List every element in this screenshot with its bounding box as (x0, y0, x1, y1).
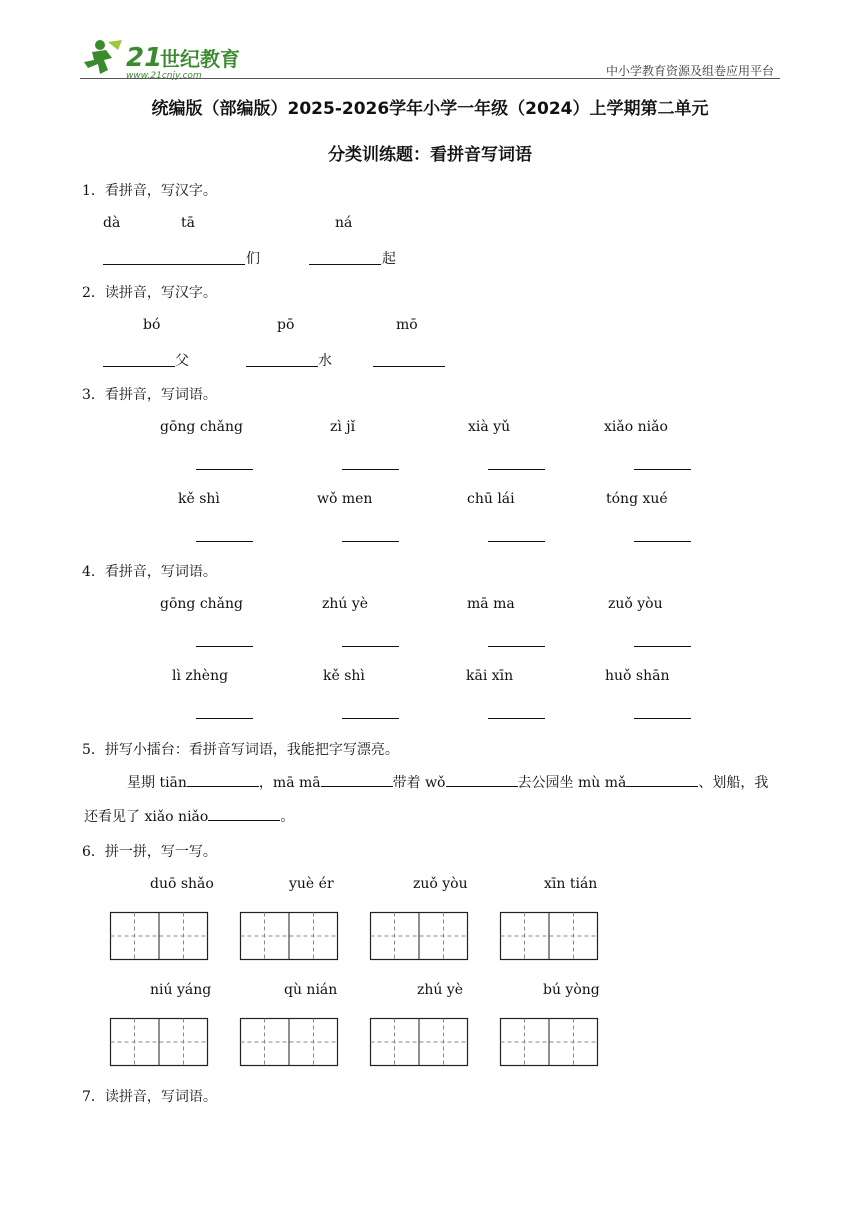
writing-grid[interactable] (371, 913, 468, 960)
pinyin-mo: mō (396, 317, 418, 333)
sentence-part: 、划船，我 (698, 775, 769, 791)
sentence-part: 带着 wǒ (392, 775, 446, 791)
pinyin-po: pō (277, 317, 295, 333)
question-4-label: 4．看拼音，写词语。 (82, 564, 217, 580)
pinyin-da: dà (103, 215, 121, 231)
sentence-part: 去公园坐 mù mǎ (517, 775, 627, 791)
pinyin-word: mā ma (467, 596, 515, 612)
pinyin-word: zuǒ yòu (608, 596, 663, 612)
sentence-part: 。 (280, 809, 295, 825)
pinyin-bo: bó (143, 317, 161, 333)
pinyin-word: lì zhèng (172, 668, 229, 684)
question-2-label: 2．读拼音，写汉字。 (82, 285, 217, 301)
pinyin-word: kě shì (323, 668, 365, 684)
suffix-char: 们 (246, 251, 260, 267)
sentence-part: 星期 tiān (127, 775, 187, 791)
suffix-char: 水 (318, 353, 332, 369)
pinyin-word: yuè ér (289, 876, 334, 892)
writing-grid[interactable] (241, 1019, 338, 1066)
question-1-label: 1．看拼音，写汉字。 (82, 183, 217, 199)
pinyin-word: kāi xīn (466, 668, 514, 684)
pinyin-ta: tā (181, 215, 195, 231)
svg-text:www.21cnjy.com: www.21cnjy.com (126, 71, 202, 81)
writing-grid[interactable] (501, 1019, 598, 1066)
pinyin-word: gōng chǎng (160, 419, 244, 435)
pinyin-word: duō shǎo (150, 876, 214, 892)
platform-name: 中小学教育资源及组卷应用平台 (605, 64, 774, 78)
pinyin-word: wǒ men (317, 491, 373, 507)
sentence-part: ，mā mā (258, 775, 321, 791)
pinyin-word: zhú yè (417, 982, 464, 998)
question-6-label: 6．拼一拼，写一写。 (82, 844, 217, 860)
pinyin-na: ná (335, 215, 353, 231)
question-5-label: 5．拼写小擂台：看拼音写词语，我能把字写漂亮。 (82, 742, 399, 758)
pinyin-word: xià yǔ (468, 419, 511, 435)
pinyin-word: xiǎo niǎo (604, 419, 668, 435)
sentence-part: 还看见了 xiǎo niǎo (84, 809, 209, 825)
logo-text: 世纪教育 (160, 47, 240, 71)
pinyin-word: gōng chǎng (160, 596, 244, 612)
pinyin-word: zuǒ yòu (413, 876, 468, 892)
pinyin-word: zhú yè (322, 596, 369, 612)
suffix-char: 父 (175, 353, 189, 369)
writing-grid[interactable] (501, 913, 598, 960)
pinyin-word: qù nián (284, 982, 338, 998)
writing-grid[interactable] (241, 913, 338, 960)
svg-text:21: 21 (126, 43, 163, 73)
pinyin-word: huǒ shān (605, 668, 670, 684)
pinyin-word: niú yáng (150, 982, 212, 998)
writing-grid[interactable] (111, 913, 208, 960)
pinyin-word: chū lái (467, 491, 515, 507)
pinyin-word: tóng xué (606, 491, 668, 507)
page-title: 统编版（部编版）2025-2026学年小学一年级（2024）上学期第二单元 (151, 99, 709, 119)
question-3-label: 3．看拼音，写词语。 (82, 387, 217, 403)
pinyin-word: bú yòng (543, 982, 600, 998)
question-7-label: 7．读拼音，写词语。 (82, 1089, 217, 1105)
writing-grid[interactable] (111, 1019, 208, 1066)
pinyin-word: zì jǐ (330, 419, 356, 435)
pinyin-word: kě shì (178, 491, 220, 507)
writing-grid[interactable] (371, 1019, 468, 1066)
page-subtitle: 分类训练题：看拼音写词语 (328, 145, 532, 165)
pinyin-word: xīn tián (544, 876, 598, 892)
suffix-char: 起 (382, 251, 396, 267)
